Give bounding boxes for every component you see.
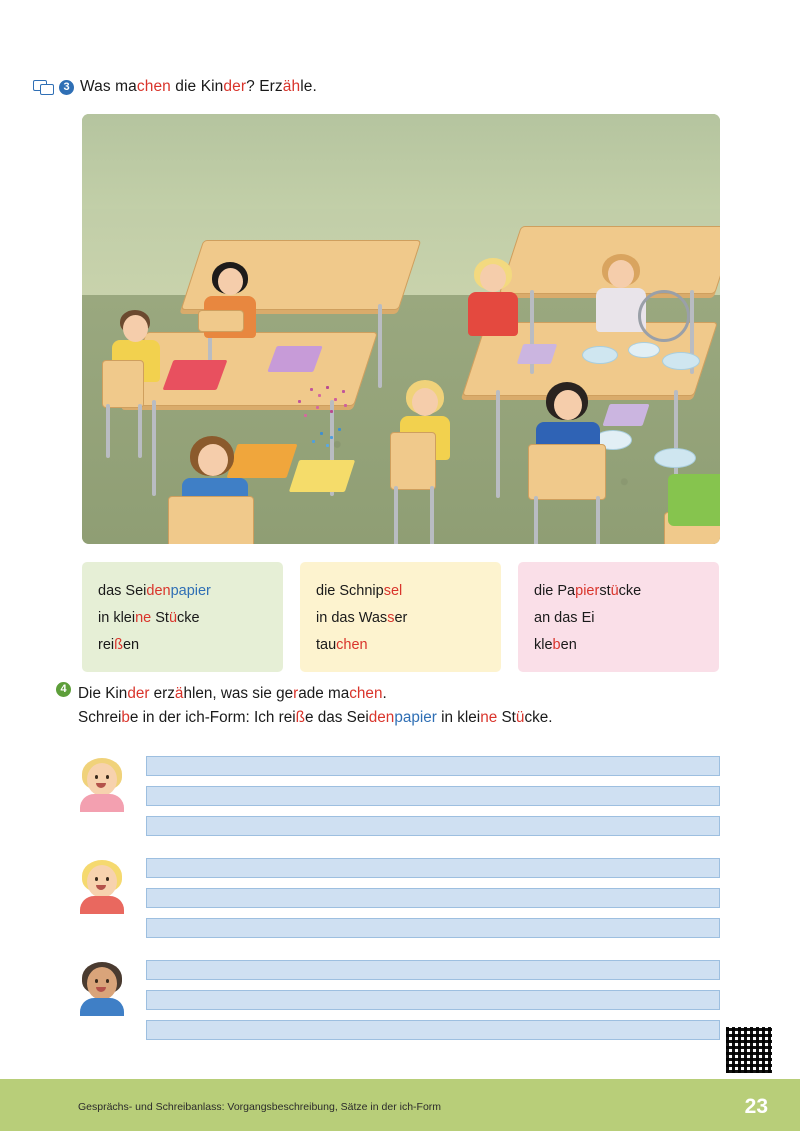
wheelchair-wheel <box>638 290 690 342</box>
exercise-3-header <box>33 78 317 96</box>
exercise-4-header <box>56 682 553 731</box>
paper-purple <box>267 346 322 372</box>
writing-line[interactable] <box>146 888 720 908</box>
avatar-girl-blond-ponytail <box>78 858 126 914</box>
write-rows-3 <box>146 960 720 1050</box>
phrase-box-papierstuecke: die Papierstücke an das Ei kleben <box>518 562 719 672</box>
paper-yellow <box>289 460 355 492</box>
writing-line[interactable] <box>146 990 720 1010</box>
plate-back <box>582 346 618 364</box>
write-rows-2 <box>146 858 720 948</box>
qr-code-icon[interactable] <box>726 1027 772 1073</box>
exercise-4-instructions: Die Kinder erzählen, was sie gerade machen. Schreibe in der ich-Form: Ich reiße das Seidenpapier in kleine Stücke. <box>78 685 553 727</box>
speech-bubbles-icon <box>33 79 53 95</box>
exercise-3-number: 3 <box>59 80 74 95</box>
writing-line[interactable] <box>146 756 720 776</box>
bowl-back <box>628 342 660 358</box>
phrase-boxes <box>82 562 720 672</box>
green-jacket <box>668 474 720 526</box>
plate-back-2 <box>662 352 700 370</box>
writing-line[interactable] <box>146 1020 720 1040</box>
footer-note: Gesprächs- und Schreibanlass: Vorgangsbeschreibung, Sätze in der ich-Form <box>78 1101 442 1113</box>
writing-line[interactable] <box>146 816 720 836</box>
avatar-boy-dark-hair <box>78 960 126 1016</box>
exercise-3-prompt: Was machen die Kinder? Erzähle. <box>80 78 317 95</box>
avatar-girl-blond-pink <box>78 756 126 812</box>
child-red-back <box>466 258 524 336</box>
writing-line[interactable] <box>146 786 720 806</box>
exercise-4-number: 4 <box>56 682 71 697</box>
page-number: 23 <box>744 1095 768 1118</box>
classroom-illustration <box>82 114 720 544</box>
writing-line[interactable] <box>146 960 720 980</box>
phrase-box-schnipsel: die Schnipsel in das Wasser tauchen <box>300 562 501 672</box>
writing-line[interactable] <box>146 918 720 938</box>
write-rows-1 <box>146 756 720 846</box>
paper-lilac-2 <box>602 404 649 426</box>
paper-red <box>163 360 228 390</box>
phrase-box-seidenpapier: das Seidenpapier in kleine Stücke reißen <box>82 562 283 672</box>
writing-line[interactable] <box>146 858 720 878</box>
paper-lilac <box>517 344 557 364</box>
plate-front <box>654 448 696 468</box>
